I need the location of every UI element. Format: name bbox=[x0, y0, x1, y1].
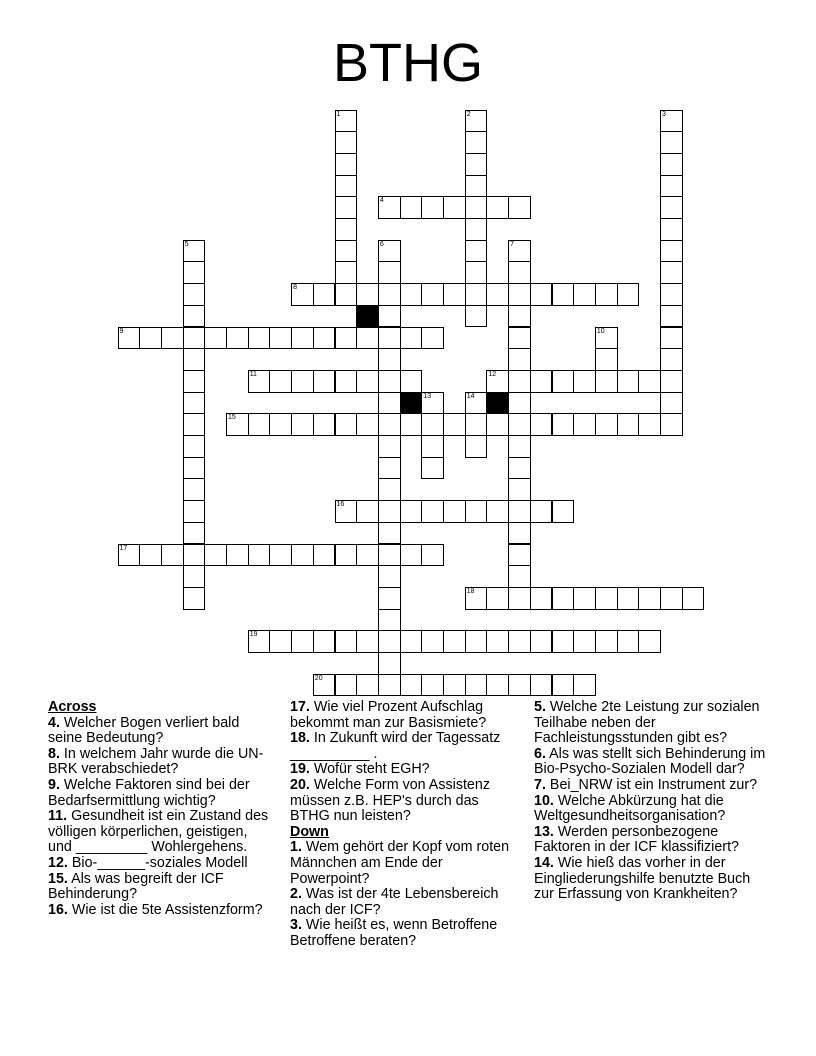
grid-cell[interactable] bbox=[443, 500, 466, 523]
grid-cell[interactable] bbox=[660, 305, 683, 328]
grid-cell[interactable] bbox=[552, 370, 575, 393]
grid-cell[interactable] bbox=[508, 327, 531, 350]
grid-cell[interactable] bbox=[400, 413, 423, 436]
grid-cell[interactable] bbox=[269, 630, 292, 653]
grid-cell[interactable] bbox=[660, 218, 683, 241]
grid-cell[interactable] bbox=[378, 327, 401, 350]
grid-cell[interactable] bbox=[269, 370, 292, 393]
clue-number: 16 bbox=[336, 501, 345, 509]
grid-cell[interactable] bbox=[595, 587, 618, 610]
grid-cell[interactable] bbox=[313, 283, 336, 306]
grid-cell[interactable] bbox=[421, 435, 444, 458]
grid-cell[interactable] bbox=[356, 283, 379, 306]
grid-cell[interactable] bbox=[508, 565, 531, 588]
grid-cell[interactable] bbox=[465, 261, 488, 284]
grid-cell[interactable] bbox=[421, 196, 444, 219]
grid-cell[interactable] bbox=[356, 500, 379, 523]
clue-across-18: 18. In Zukunft wird der Tagessatz __________ . bbox=[290, 730, 501, 762]
grid-cell[interactable] bbox=[335, 413, 358, 436]
grid-cell[interactable] bbox=[508, 435, 531, 458]
grid-cell[interactable] bbox=[378, 283, 401, 306]
block-cell bbox=[356, 305, 379, 328]
grid-cell[interactable] bbox=[378, 652, 401, 675]
block-cell bbox=[400, 392, 423, 415]
grid-cell[interactable] bbox=[378, 609, 401, 632]
grid-cell[interactable] bbox=[486, 413, 509, 436]
grid-cell[interactable] bbox=[400, 283, 423, 306]
grid-cell[interactable] bbox=[335, 131, 358, 154]
grid-cell[interactable] bbox=[573, 283, 596, 306]
clue-number: 13 bbox=[423, 392, 432, 400]
grid-cell[interactable] bbox=[378, 544, 401, 567]
grid-cell[interactable] bbox=[486, 196, 509, 219]
grid-cell[interactable] bbox=[421, 544, 444, 567]
grid-cell[interactable] bbox=[421, 283, 444, 306]
grid-cell[interactable] bbox=[465, 305, 488, 328]
grid-cell[interactable] bbox=[400, 630, 423, 653]
grid-cell[interactable] bbox=[617, 413, 640, 436]
grid-cell[interactable] bbox=[465, 674, 488, 697]
grid-cell[interactable] bbox=[291, 413, 314, 436]
grid-cell[interactable] bbox=[617, 630, 640, 653]
grid-cell[interactable] bbox=[465, 196, 488, 219]
grid-cell[interactable] bbox=[313, 327, 336, 350]
grid-cell[interactable] bbox=[682, 587, 705, 610]
grid-cell[interactable] bbox=[573, 413, 596, 436]
grid-cell[interactable] bbox=[573, 630, 596, 653]
grid-cell[interactable] bbox=[465, 175, 488, 198]
clue-down-1: 1. Wem gehört der Kopf vom roten Männchen am Ende der Powerpoint? bbox=[290, 839, 510, 887]
grid-cell[interactable] bbox=[443, 413, 466, 436]
clue-number: 8 bbox=[293, 284, 297, 292]
grid-cell[interactable] bbox=[291, 630, 314, 653]
grid-cell[interactable] bbox=[378, 630, 401, 653]
grid-cell[interactable] bbox=[508, 478, 531, 501]
clue-down-2: 2. Was ist der 4te Lebensbereich nach der ICF? bbox=[290, 886, 499, 918]
grid-cell[interactable] bbox=[335, 500, 358, 523]
grid-cell[interactable] bbox=[378, 413, 401, 436]
clues-column-1 bbox=[48, 700, 273, 918]
grid-cell[interactable] bbox=[313, 674, 336, 697]
grid-cell[interactable] bbox=[638, 413, 661, 436]
clue-across-15: 15. Als was begreift der ICF Behinderung? bbox=[48, 870, 224, 903]
grid-cell[interactable] bbox=[660, 587, 683, 610]
grid-cell[interactable] bbox=[465, 413, 488, 436]
grid-cell[interactable] bbox=[421, 457, 444, 480]
grid-cell[interactable] bbox=[313, 630, 336, 653]
clue-number: 20 bbox=[314, 674, 323, 682]
grid-cell[interactable] bbox=[400, 544, 423, 567]
grid-cell[interactable] bbox=[269, 544, 292, 567]
grid-cell[interactable] bbox=[660, 196, 683, 219]
grid-cell[interactable] bbox=[465, 110, 488, 133]
grid-cell[interactable] bbox=[660, 392, 683, 415]
grid-cell[interactable] bbox=[530, 283, 553, 306]
grid-cell[interactable] bbox=[508, 674, 531, 697]
grid-cell[interactable] bbox=[421, 630, 444, 653]
grid-cell[interactable] bbox=[291, 544, 314, 567]
clue-number: 4 bbox=[379, 197, 384, 205]
clue-down-13: 13. Werden personbezogene Faktoren in der ICF klassifiziert? bbox=[534, 823, 739, 856]
grid-cell[interactable] bbox=[660, 327, 683, 350]
grid-cell[interactable] bbox=[335, 261, 358, 284]
grid-cell[interactable] bbox=[617, 370, 640, 393]
grid-cell[interactable] bbox=[595, 348, 618, 371]
clue-number: 9 bbox=[119, 327, 124, 335]
clue-number: 17 bbox=[119, 544, 128, 552]
grid-cell[interactable] bbox=[508, 305, 531, 328]
grid-cell[interactable] bbox=[508, 544, 531, 567]
grid-cell[interactable] bbox=[226, 327, 249, 350]
grid-cell[interactable] bbox=[486, 500, 509, 523]
grid-cell[interactable] bbox=[378, 522, 401, 545]
grid-cell[interactable] bbox=[421, 674, 444, 697]
grid-cell[interactable] bbox=[508, 457, 531, 480]
grid-cell[interactable] bbox=[183, 500, 206, 523]
clue-across-19: 19. Wofür steht EGH? bbox=[290, 761, 430, 778]
grid-cell[interactable] bbox=[291, 327, 314, 350]
clue-number: 18 bbox=[466, 587, 475, 595]
grid-cell[interactable] bbox=[248, 630, 271, 653]
grid-cell[interactable] bbox=[335, 630, 358, 653]
clue-number: 12 bbox=[488, 370, 497, 378]
grid-cell[interactable] bbox=[226, 544, 249, 567]
grid-cell[interactable] bbox=[508, 630, 531, 653]
grid-cell[interactable] bbox=[530, 413, 553, 436]
clue-number: 15 bbox=[228, 414, 236, 422]
grid-cell[interactable] bbox=[248, 413, 271, 436]
grid-cell[interactable] bbox=[595, 413, 618, 436]
grid-cell[interactable] bbox=[508, 522, 531, 545]
clue-down-14: 14. Wie hieß das vorher in der Eingliederungshilfe benutzte Buch zur Erfassung von Krankheiten? bbox=[534, 854, 751, 903]
grid-cell[interactable] bbox=[508, 261, 531, 284]
grid-cell[interactable] bbox=[313, 413, 336, 436]
grid-cell[interactable] bbox=[378, 565, 401, 588]
grid-cell[interactable] bbox=[508, 587, 531, 610]
clue-across-11: 11. Gesundheit ist ein Zustand des völligen körperlichen, geistigen, und _________ Wohlergehens. bbox=[48, 808, 269, 856]
grid-cell[interactable] bbox=[595, 370, 618, 393]
clue-down-10: 10. Welche Abkürzung hat die Weltgesundheitsorganisation? bbox=[534, 792, 726, 825]
grid-cell[interactable] bbox=[443, 196, 466, 219]
grid-cell[interactable] bbox=[465, 630, 488, 653]
grid-cell[interactable] bbox=[443, 630, 466, 653]
grid-cell[interactable] bbox=[552, 674, 575, 697]
grid-cell[interactable] bbox=[378, 240, 401, 263]
grid-cell[interactable] bbox=[183, 261, 206, 284]
clue-number: 19 bbox=[249, 631, 258, 639]
grid-cell[interactable] bbox=[204, 544, 227, 567]
grid-cell[interactable] bbox=[486, 674, 509, 697]
clue-across-8: 8. In welchem Jahr wurde die UN-BRK verabschiedet? bbox=[48, 745, 264, 778]
grid-cell[interactable] bbox=[378, 500, 401, 523]
grid-cell[interactable] bbox=[139, 544, 162, 567]
grid-cell[interactable] bbox=[335, 283, 358, 306]
grid-cell[interactable] bbox=[617, 283, 640, 306]
clue-down-7: 7. Bei_NRW ist ein Instrument zur? bbox=[534, 776, 758, 793]
grid-cell[interactable] bbox=[183, 478, 206, 501]
clue-number: 14 bbox=[466, 392, 475, 400]
grid-cell[interactable] bbox=[617, 587, 640, 610]
block-cell bbox=[486, 392, 509, 415]
grid-cell[interactable] bbox=[335, 196, 358, 219]
clue-number: 7 bbox=[510, 240, 514, 248]
grid-cell[interactable] bbox=[378, 370, 401, 393]
grid-cell[interactable] bbox=[530, 630, 553, 653]
grid-cell[interactable] bbox=[465, 283, 488, 306]
grid-cell[interactable] bbox=[660, 153, 683, 176]
grid-cell[interactable] bbox=[378, 435, 401, 458]
grid-cell[interactable] bbox=[183, 544, 206, 567]
grid-cell[interactable] bbox=[291, 370, 314, 393]
grid-cell[interactable] bbox=[421, 413, 444, 436]
clue-number: 2 bbox=[466, 110, 471, 118]
grid-cell[interactable] bbox=[465, 218, 488, 241]
grid-cell[interactable] bbox=[183, 240, 206, 263]
grid-cell[interactable] bbox=[356, 327, 379, 350]
grid-cell[interactable] bbox=[638, 630, 661, 653]
across-heading: Across bbox=[48, 699, 97, 715]
grid-cell[interactable] bbox=[356, 544, 379, 567]
grid-cell[interactable] bbox=[183, 348, 206, 371]
grid-cell[interactable] bbox=[486, 630, 509, 653]
grid-cell[interactable] bbox=[335, 370, 358, 393]
grid-cell[interactable] bbox=[335, 544, 358, 567]
grid-cell[interactable] bbox=[660, 110, 683, 133]
clue-across-20: 20. Welche Form von Assistenz müssen z.B. HEP's durch das BTHG nun leisten? bbox=[290, 776, 490, 825]
grid-cell[interactable] bbox=[465, 435, 488, 458]
grid-cell[interactable] bbox=[313, 544, 336, 567]
grid-cell[interactable] bbox=[183, 587, 206, 610]
grid-cell[interactable] bbox=[595, 327, 618, 350]
grid-cell[interactable] bbox=[161, 327, 184, 350]
clue-across-4: 4. Welcher Bogen verliert bald seine Bedeutung? bbox=[48, 714, 240, 747]
grid-cell[interactable] bbox=[660, 175, 683, 198]
grid-cell[interactable] bbox=[595, 630, 618, 653]
grid-cell[interactable] bbox=[378, 261, 401, 284]
grid-cell[interactable] bbox=[660, 348, 683, 371]
grid-cell[interactable] bbox=[638, 587, 661, 610]
grid-cell[interactable] bbox=[421, 392, 444, 415]
grid-cell[interactable] bbox=[335, 110, 358, 133]
grid-cell[interactable] bbox=[335, 153, 358, 176]
grid-cell[interactable] bbox=[183, 327, 206, 350]
clues-column-3 bbox=[534, 700, 769, 903]
grid-cell[interactable] bbox=[530, 587, 553, 610]
grid-cell[interactable] bbox=[204, 327, 227, 350]
clue-down-3: 3. Wie heißt es, wenn Betroffene Betroffene beraten? bbox=[290, 917, 498, 949]
puzzle-title: BTHG bbox=[332, 33, 483, 93]
grid-cell[interactable] bbox=[400, 500, 423, 523]
grid-cell[interactable] bbox=[118, 544, 141, 567]
clue-number: 11 bbox=[249, 370, 257, 378]
grid-cell[interactable] bbox=[356, 413, 379, 436]
grid-cell[interactable] bbox=[378, 478, 401, 501]
grid-cell[interactable] bbox=[573, 674, 596, 697]
grid-cell[interactable] bbox=[508, 196, 531, 219]
grid-cell[interactable] bbox=[508, 413, 531, 436]
grid-cell[interactable] bbox=[335, 240, 358, 263]
grid-cell[interactable] bbox=[660, 283, 683, 306]
grid-cell[interactable] bbox=[183, 392, 206, 415]
grid-cell[interactable] bbox=[660, 240, 683, 263]
grid-cell[interactable] bbox=[118, 327, 141, 350]
grid-cell[interactable] bbox=[595, 283, 618, 306]
grid-cell[interactable] bbox=[400, 674, 423, 697]
grid-cell[interactable] bbox=[552, 630, 575, 653]
grid-cell[interactable] bbox=[486, 370, 509, 393]
grid-cell[interactable] bbox=[638, 370, 661, 393]
grid-cell[interactable] bbox=[248, 327, 271, 350]
grid-cell[interactable] bbox=[552, 283, 575, 306]
grid-cell[interactable] bbox=[465, 500, 488, 523]
grid-cell[interactable] bbox=[335, 218, 358, 241]
grid-cell[interactable] bbox=[486, 587, 509, 610]
grid-cell[interactable] bbox=[378, 674, 401, 697]
clue-across-17: 17. Wie viel Prozent Aufschlag bekommt man zur Basismiete? bbox=[290, 699, 487, 731]
grid-cell[interactable] bbox=[443, 674, 466, 697]
grid-cell[interactable] bbox=[400, 196, 423, 219]
grid-cell[interactable] bbox=[183, 565, 206, 588]
grid-cell[interactable] bbox=[573, 587, 596, 610]
grid-cell[interactable] bbox=[291, 283, 314, 306]
clue-number: 6 bbox=[379, 240, 384, 248]
grid-cell[interactable] bbox=[356, 630, 379, 653]
grid-cell[interactable] bbox=[465, 240, 488, 263]
grid-cell[interactable] bbox=[508, 240, 531, 263]
grid-cell[interactable] bbox=[660, 261, 683, 284]
clue-across-9: 9. Welche Faktoren sind bei der Bedarfsermittlung wichtig? bbox=[48, 776, 250, 809]
clue-number: 1 bbox=[336, 110, 341, 118]
grid-cell[interactable] bbox=[335, 327, 358, 350]
grid-cell[interactable] bbox=[421, 500, 444, 523]
grid-cell[interactable] bbox=[226, 413, 249, 436]
grid-cell[interactable] bbox=[183, 522, 206, 545]
grid-cell[interactable] bbox=[465, 587, 488, 610]
grid-cell[interactable] bbox=[269, 413, 292, 436]
grid-cell[interactable] bbox=[465, 131, 488, 154]
grid-cell[interactable] bbox=[508, 283, 531, 306]
grid-cell[interactable] bbox=[660, 413, 683, 436]
grid-cell[interactable] bbox=[183, 305, 206, 328]
grid-cell[interactable] bbox=[248, 370, 271, 393]
grid-cell[interactable] bbox=[378, 457, 401, 480]
grid-cell[interactable] bbox=[269, 327, 292, 350]
grid-cell[interactable] bbox=[400, 327, 423, 350]
grid-cell[interactable] bbox=[660, 131, 683, 154]
clue-across-16: 16. Wie ist die 5te Assistenzform? bbox=[48, 901, 263, 918]
grid-cell[interactable] bbox=[508, 370, 531, 393]
clue-down-5: 5. Welche 2te Leistung zur sozialen Teilhabe neben der Fachleistungsstunden gibt es? bbox=[534, 699, 760, 747]
grid-cell[interactable] bbox=[465, 392, 488, 415]
grid-cell[interactable] bbox=[161, 544, 184, 567]
grid-cell[interactable] bbox=[356, 674, 379, 697]
grid-cell[interactable] bbox=[465, 153, 488, 176]
grid-cell[interactable] bbox=[508, 500, 531, 523]
clue-number: 5 bbox=[184, 240, 189, 248]
grid-cell[interactable] bbox=[183, 370, 206, 393]
grid-cell[interactable] bbox=[530, 370, 553, 393]
grid-cell[interactable] bbox=[573, 370, 596, 393]
grid-cell[interactable] bbox=[508, 392, 531, 415]
grid-cell[interactable] bbox=[183, 283, 206, 306]
grid-cell[interactable] bbox=[183, 457, 206, 480]
grid-cell[interactable] bbox=[183, 413, 206, 436]
clue-number: 10 bbox=[596, 327, 605, 335]
grid-cell[interactable] bbox=[400, 370, 423, 393]
grid-cell[interactable] bbox=[443, 283, 466, 306]
grid-cell[interactable] bbox=[335, 674, 358, 697]
grid-cell[interactable] bbox=[335, 175, 358, 198]
clue-number: 3 bbox=[662, 110, 666, 118]
grid-cell[interactable] bbox=[378, 348, 401, 371]
down-heading: Down bbox=[290, 823, 329, 840]
grid-cell[interactable] bbox=[313, 370, 336, 393]
grid-cell[interactable] bbox=[356, 370, 379, 393]
grid-cell[interactable] bbox=[552, 587, 575, 610]
grid-cell[interactable] bbox=[530, 500, 553, 523]
grid-cell[interactable] bbox=[530, 674, 553, 697]
grid-cell[interactable] bbox=[660, 370, 683, 393]
grid-cell[interactable] bbox=[139, 327, 162, 350]
grid-cell[interactable] bbox=[378, 587, 401, 610]
grid-cell[interactable] bbox=[378, 305, 401, 328]
grid-cell[interactable] bbox=[508, 348, 531, 371]
grid-cell[interactable] bbox=[552, 500, 575, 523]
grid-cell[interactable] bbox=[248, 544, 271, 567]
grid-cell[interactable] bbox=[378, 196, 401, 219]
grid-cell[interactable] bbox=[378, 392, 401, 415]
grid-cell[interactable] bbox=[552, 413, 575, 436]
clue-across-12: 12. Bio-______-soziales Modell bbox=[48, 854, 248, 871]
grid-cell[interactable] bbox=[421, 327, 444, 350]
grid-cell[interactable] bbox=[183, 435, 206, 458]
clue-down-6: 6. Als was stellt sich Behinderung im Bio-Psycho-Sozialen Modell dar? bbox=[534, 745, 766, 778]
grid-cell[interactable] bbox=[486, 283, 509, 306]
clues-column-2 bbox=[290, 700, 515, 950]
